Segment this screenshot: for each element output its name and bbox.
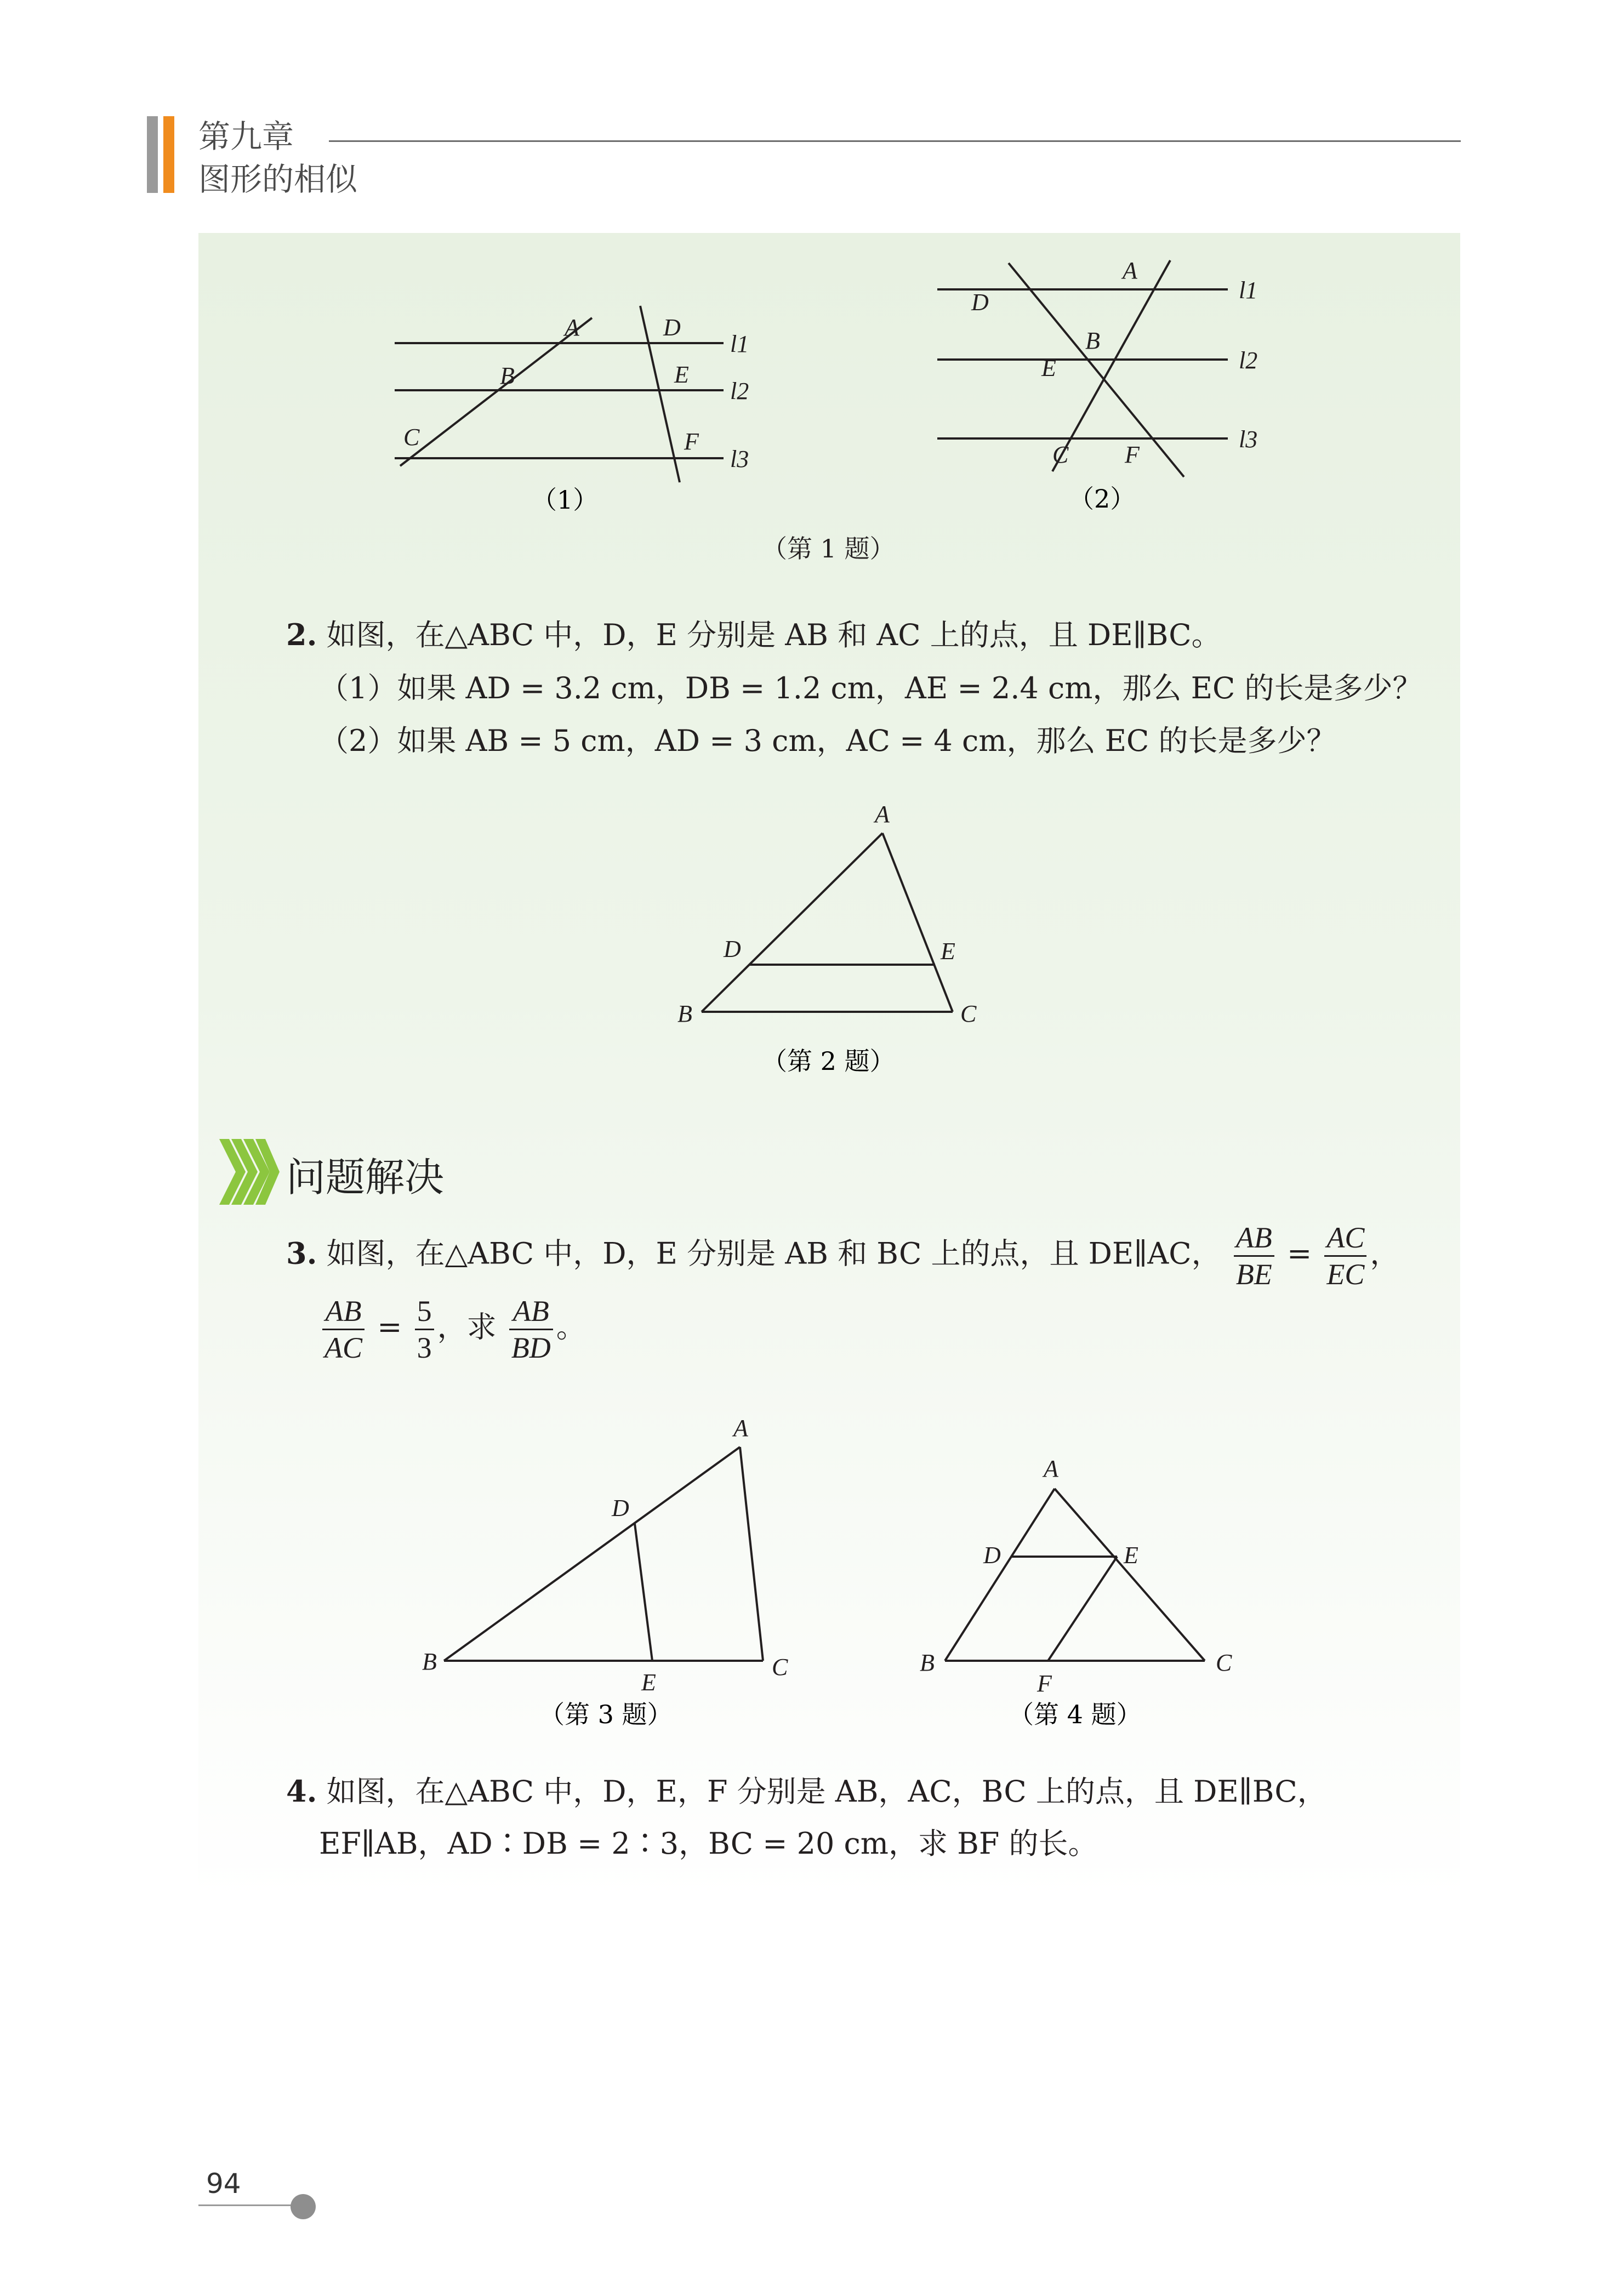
question-3	[286, 1220, 1399, 1292]
fig1-1-caption: （1）	[532, 485, 599, 515]
q3-frac-ac-ec	[1324, 1220, 1366, 1292]
figure-1-2	[921, 252, 1316, 532]
fig3-label-b: B	[422, 1648, 437, 1675]
fig1-2-label-l3: l3	[1239, 426, 1258, 453]
fig1-2-label-a: A	[1123, 257, 1137, 284]
chevron-arrows-icon	[219, 1139, 280, 1205]
fig3-label-e: E	[641, 1669, 656, 1696]
figure-4	[899, 1436, 1250, 1737]
q3-frac3-num: AB	[322, 1294, 365, 1330]
q3-frac-ab-be	[1234, 1220, 1274, 1292]
fig3-label-c: C	[772, 1654, 788, 1680]
q3-ask: ，求	[437, 1309, 497, 1344]
page-number: 94	[206, 2168, 241, 2200]
fig4-label-c: C	[1216, 1649, 1232, 1676]
q3-frac2-den: EC	[1326, 1258, 1365, 1291]
fig1-2-label-e: E	[1041, 355, 1056, 381]
section-title: 问题解决	[286, 1154, 445, 1200]
q3-frac1-den: BE	[1235, 1258, 1272, 1291]
figure-2	[658, 789, 1009, 1096]
q3-equals-2: =	[377, 1309, 402, 1344]
fig1-1-label-d: D	[663, 314, 681, 341]
header-bar-orange	[163, 116, 174, 193]
q3-number: 3.	[286, 1235, 317, 1271]
question-2	[286, 608, 1221, 662]
fig3-label-d: D	[612, 1495, 629, 1522]
q4-number: 4.	[286, 1774, 317, 1809]
fig1-1-label-c: C	[403, 424, 420, 451]
q3-frac-ab-ac	[322, 1294, 365, 1365]
q3-frac3-den: AC	[324, 1331, 363, 1364]
fig1-1-label-l3: l3	[730, 446, 749, 472]
header-bar-gray	[147, 116, 158, 193]
q4-line2: EF∥AB，AD∶DB = 2∶3，BC = 20 cm，求 BF 的长。	[319, 1826, 1098, 1861]
q3-frac5-den: BD	[511, 1331, 551, 1364]
q2-sub1: （1）如果 AD = 3.2 cm，DB = 1.2 cm，AE = 2.4 cm，那么 EC 的长是多少？	[319, 671, 1422, 705]
q3-comma: ，	[1370, 1236, 1400, 1271]
fig4-label-e: E	[1124, 1542, 1138, 1569]
fig4-caption: （第 4 题）	[1009, 1700, 1142, 1729]
q3-equals: =	[1286, 1236, 1312, 1271]
q3-frac5-num: AB	[509, 1294, 553, 1330]
chapter-title: 图形的相似	[198, 161, 358, 198]
q4-line1: 如图，在△ABC 中，D，E，F 分别是 AB，AC，BC 上的点，且 DE∥BC，	[326, 1774, 1327, 1809]
chapter-heading	[198, 115, 357, 201]
fig1-2-caption: （2）	[1069, 484, 1136, 514]
q3-frac-ab-bd	[509, 1294, 553, 1365]
fig1-1-label-e: E	[674, 361, 689, 388]
fig1-2-label-d: D	[971, 289, 989, 316]
fig1-2-label-l1: l1	[1239, 277, 1258, 304]
fig1-1-label-f: F	[684, 428, 699, 455]
fig4-label-d: D	[983, 1542, 1001, 1569]
fig1-1-label-b: B	[500, 362, 515, 389]
fig2-label-c: C	[960, 1000, 977, 1027]
fig1-2-label-l2: l2	[1239, 347, 1258, 374]
fig1-1-label-l1: l1	[730, 331, 749, 357]
fig2-caption: （第 2 题）	[762, 1046, 895, 1076]
q2-number: 2.	[286, 617, 317, 652]
fig1-1-label-l2: l2	[730, 378, 749, 404]
fig1-2-label-b: B	[1085, 327, 1100, 354]
figure-3	[417, 1409, 811, 1737]
q3-frac4-den: 3	[417, 1331, 432, 1364]
q3-frac-5-3	[415, 1294, 434, 1365]
q2-stem: 如图，在△ABC 中，D，E 分别是 AB 和 AC 上的点，且 DE∥BC。	[326, 618, 1221, 652]
q3-stem: 如图，在△ABC 中，D，E 分别是 AB 和 BC 上的点，且 DE∥AC，	[326, 1236, 1221, 1271]
fig3-caption: （第 3 题）	[539, 1700, 673, 1729]
q3-frac1-num: AB	[1234, 1220, 1274, 1257]
chapter-number: 第九章	[198, 118, 294, 155]
figure-1-caption: （第 1 题）	[762, 534, 895, 563]
fig2-label-d: D	[724, 936, 741, 962]
page-number-rule	[198, 2204, 292, 2206]
fig4-label-a: A	[1044, 1455, 1058, 1482]
header-rule	[329, 140, 1461, 142]
fig2-label-b: B	[677, 1000, 692, 1027]
q3-end: 。	[556, 1309, 586, 1344]
page-dot-icon	[291, 2194, 316, 2219]
q3-frac4-num: 5	[415, 1294, 434, 1330]
fig4-label-b: B	[920, 1649, 935, 1676]
fig1-2-label-f: F	[1125, 441, 1140, 468]
fig2-label-e: E	[941, 938, 955, 965]
question-3-line2	[319, 1294, 586, 1365]
q2-sub2: （2）如果 AB = 5 cm，AD = 3 cm，AC = 4 cm，那么 EC 的长是多少？	[319, 723, 1336, 758]
fig3-label-a: A	[733, 1415, 748, 1442]
fig2-label-a: A	[875, 801, 890, 828]
fig1-1-label-a: A	[565, 314, 579, 341]
fig4-label-f: F	[1037, 1670, 1052, 1697]
fig1-2-label-c: C	[1052, 441, 1069, 468]
figure-1-1	[384, 296, 800, 526]
question-4	[286, 1765, 1327, 1818]
q3-frac2-num: AC	[1324, 1220, 1366, 1257]
